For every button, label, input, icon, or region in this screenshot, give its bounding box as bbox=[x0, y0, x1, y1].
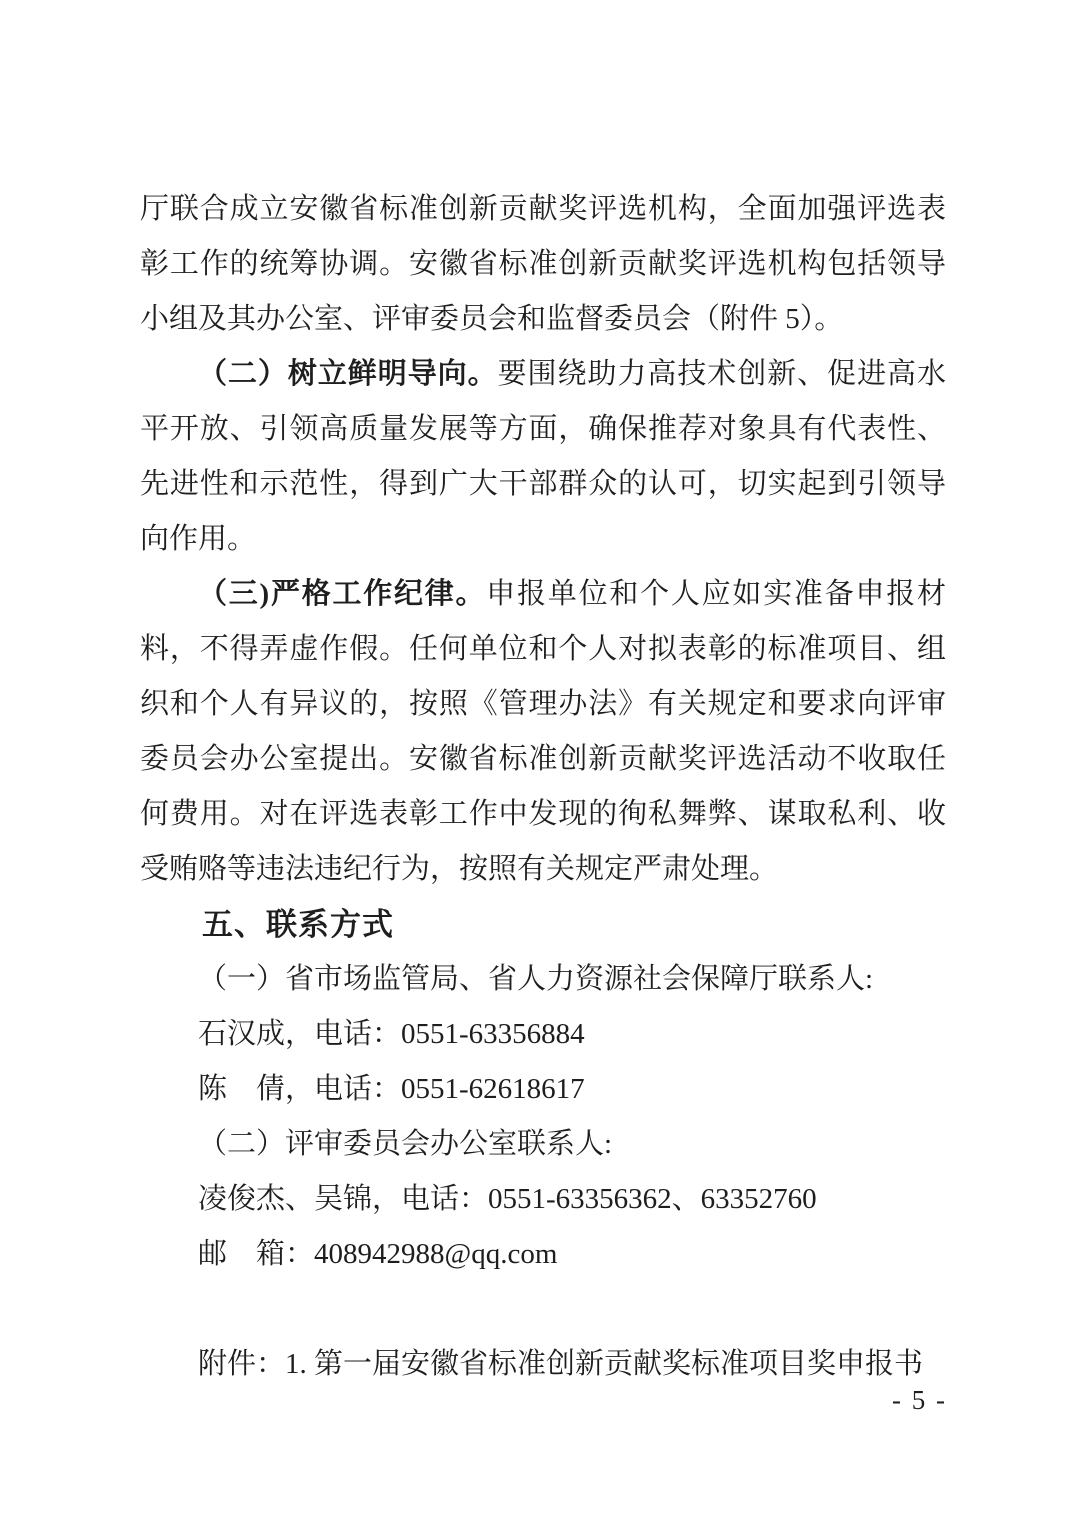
paragraph-guidance-lead: （二）树立鲜明导向。 bbox=[198, 358, 498, 390]
section-heading-contact: 五、联系方式 bbox=[202, 907, 394, 942]
attachment-list bbox=[140, 1337, 946, 1392]
attachment-line-1: 附件：1. 第一届安徽省标准创新贡献奖标准项目奖申报书 bbox=[198, 1348, 924, 1380]
paragraph-discipline-text: 申报单位和个人应如实准备申报材料，不得弄虚作假。任何单位和个人对拟表彰的标准项目、组织和个人有异议的，按照《管理办法》有关规定和要求向评审委员会办公室提出。安徽省标准创新贡献奖评选活动不收取任何费用。对在评选表彰工作中发现的徇私舞弊、谋取私利、收受贿赂等违法违纪行为，按照有关规定严肃处理。 bbox=[140, 578, 946, 885]
paragraph-discipline bbox=[140, 567, 946, 897]
contact-group1-label: （一）省市场监管局、省人力资源社会保障厅联系人: bbox=[198, 963, 874, 995]
contact-group2-line1: 凌俊杰、吴锦，电话：0551-63356362、63352760 bbox=[198, 1183, 817, 1215]
page-number: - 5 - bbox=[892, 1385, 947, 1415]
paragraph-discipline-lead: （三)严格工作纪律。 bbox=[198, 578, 487, 610]
contact-group1-line1: 石汉成，电话：0551-63356884 bbox=[198, 1018, 585, 1050]
contact-group1-line2: 陈 倩，电话：0551-62618617 bbox=[198, 1073, 585, 1105]
paragraph-guidance-text: 要围绕助力高技术创新、促进高水平开放、引领高质量发展等方面，确保推荐对象具有代表性、先进性和示范性，得到广大干部群众的认可，切实起到引领导向作用。 bbox=[140, 358, 946, 555]
paragraph-continuation: 厅联合成立安徽省标准创新贡献奖评选机构，全面加强评选表彰工作的统筹协调。安徽省标准创新贡献奖评选机构包括领导小组及其办公室、评审委员会和监督委员会（附件 5）。 bbox=[140, 193, 946, 335]
document-body bbox=[140, 182, 946, 1392]
paragraph-guidance bbox=[140, 347, 946, 567]
contact-group2-line2: 邮 箱：408942988@qq.com bbox=[198, 1238, 558, 1270]
contact-group2-label: （二）评审委员会办公室联系人: bbox=[198, 1128, 613, 1160]
